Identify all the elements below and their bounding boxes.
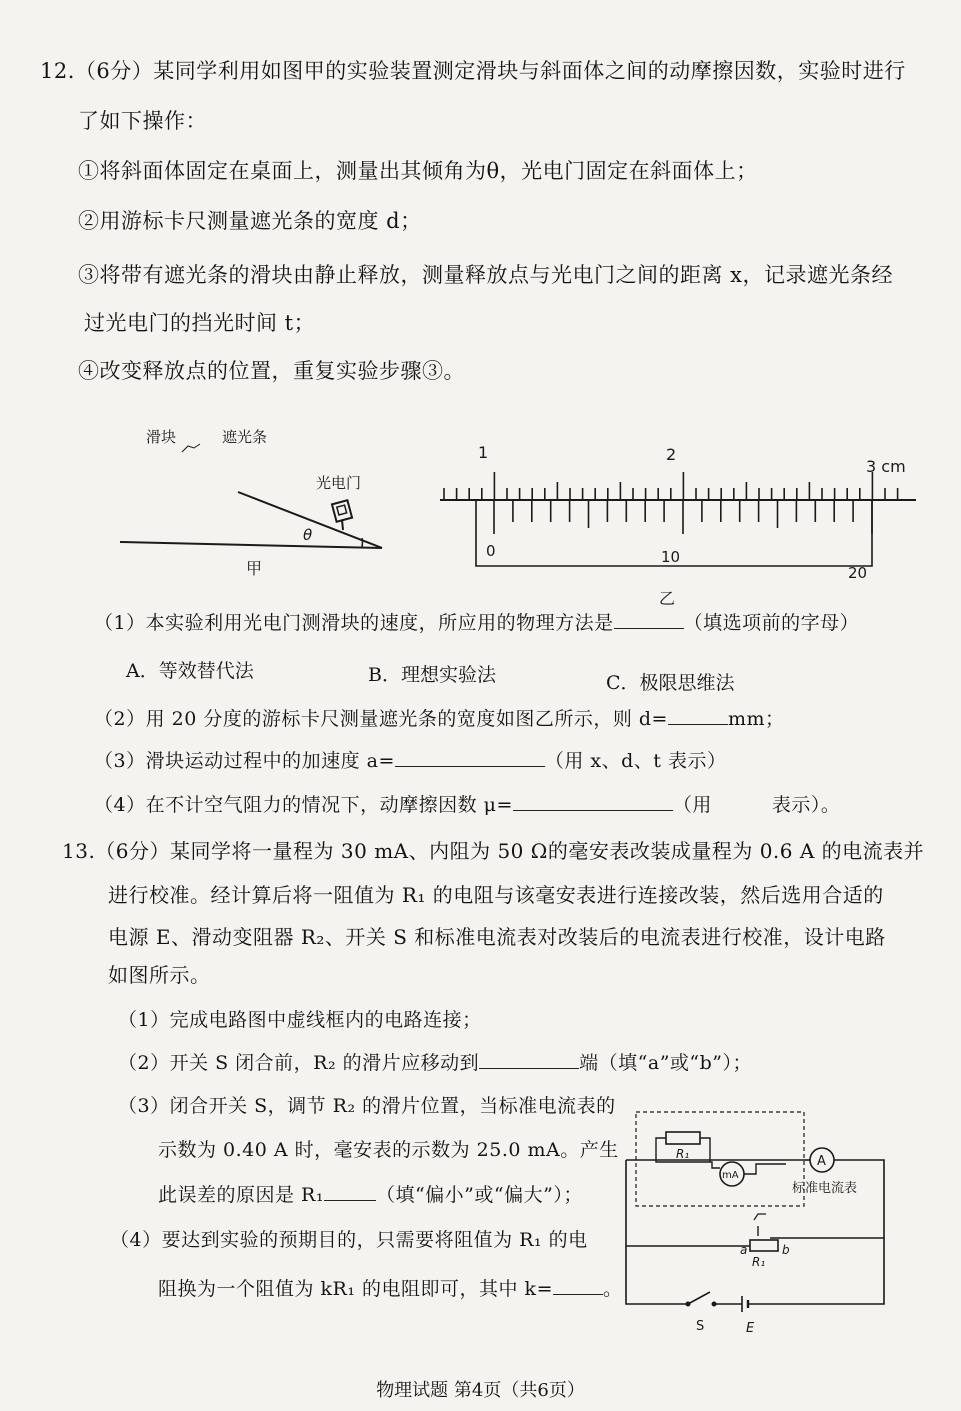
main-scale-ticks — [444, 472, 898, 500]
main-label-1: 1 — [478, 443, 489, 462]
q12-sub3-blank[interactable] — [395, 748, 545, 767]
strip-label: 遮光条 — [222, 428, 268, 446]
main-label-3: 3 cm — [866, 457, 906, 476]
ma-label: mA — [722, 1170, 739, 1181]
q13-sub2: （2）开关 S 闭合前，R₂ 的滑片应移动到 端（填“a”或“b”）； — [118, 1052, 753, 1074]
caption-yi: 乙 — [659, 589, 676, 608]
photogate-window — [337, 505, 347, 515]
figure-yi — [432, 438, 922, 608]
std-ammeter-label: 标准电流表 — [792, 1181, 858, 1196]
q12-sub3: （3）滑块运动过程中的加速度 a= （用 x、d、t 表示） — [94, 750, 727, 772]
q13-line-1: 13.（6分）某同学将一量程为 30 mA、内阻为 50 Ω的毫安表改装成量程为 0.6 A 的电流表并 — [62, 839, 925, 863]
terminal-b: b — [782, 1243, 790, 1257]
q12-sub1: （1）本实验利用光电门测滑块的速度，所应用的物理方法是 （填选项前的字母） — [94, 612, 860, 634]
q13-sub3-line-1: （3）闭合开关 S，调节 R₂ 的滑片位置，当标准电流表的 — [118, 1095, 616, 1117]
ma-wire — [744, 1164, 786, 1174]
vernier-label-0: 0 — [486, 542, 496, 560]
page-footer: 物理试题 第4页（共6页） — [376, 1380, 585, 1401]
q12-sub2-blank[interactable] — [668, 706, 728, 725]
q12-sub4-blank[interactable] — [513, 792, 673, 811]
rheostat-r2 — [750, 1240, 778, 1251]
option-a: A．等效替代法 — [126, 660, 254, 682]
q13-sub4-line-2: 阻换为一个阻值为 kR₁ 的电阻即可，其中 k= 。 — [158, 1278, 623, 1300]
slider-sketch — [182, 444, 200, 452]
vernier-scale-ticks — [494, 500, 872, 534]
caption-jia: 甲 — [246, 559, 263, 578]
q13-sub3-line-3: 此误差的原因是 R₁ （填“偏小”或“偏大”）； — [158, 1184, 583, 1206]
r1-wire-right — [700, 1138, 710, 1162]
q13-line-3: 电源 E、滑动变阻器 R₂、开关 S 和标准电流表对改装后的电流表进行校准，设计电路 — [108, 925, 886, 949]
main-label-2: 2 — [666, 445, 677, 464]
switch-s — [688, 1292, 710, 1304]
resistor-r1 — [666, 1132, 700, 1144]
r2-label: R₁ — [752, 1255, 766, 1269]
q12-head: 12.（6分）某同学利用如图甲的实验装置测定滑块与斜面体之间的动摩擦因数，实验时进行 — [40, 59, 906, 83]
q12-sub4: （4）在不计空气阻力的情况下，动摩擦因数 μ= （用 表示）。 — [94, 794, 841, 816]
q13-sub4-line-1: （4）要达到实验的预期目的，只需要将阻值为 R₁ 的电 — [110, 1229, 588, 1251]
q13-line-4: 如图所示。 — [108, 963, 211, 987]
q12-sub1-blank[interactable] — [614, 610, 684, 629]
vernier-label-20: 20 — [848, 564, 868, 582]
q12-sub2: （2）用 20 分度的游标卡尺测量遮光条的宽度如图乙所示，则 d= mm； — [94, 708, 785, 730]
photogate-label: 光电门 — [316, 474, 362, 492]
q12-step-3-cont: 过光电门的挡光时间 t； — [84, 311, 316, 335]
a-label: A — [817, 1154, 826, 1169]
q12-head-cont: 了如下操作： — [78, 109, 207, 133]
figure-jia — [110, 420, 410, 585]
r1-label: R₁ — [676, 1147, 690, 1161]
terminal-a: a — [740, 1243, 748, 1257]
photogate — [332, 500, 352, 522]
bottom-wire — [748, 1238, 884, 1304]
slider-label: 滑块 — [146, 428, 177, 446]
q13-sub4-blank[interactable] — [553, 1276, 603, 1295]
q13-line-2: 进行校准。经计算后将一阻值为 R₁ 的电阻与该毫安表进行连接改装，然后选用合适的 — [108, 883, 884, 907]
q13-sub1: （1）完成电路图中虚线框内的电路连接； — [118, 1009, 482, 1031]
dashed-box — [636, 1112, 804, 1206]
option-c: C．极限思维法 — [606, 672, 735, 694]
vernier-label-10: 10 — [661, 548, 681, 566]
option-b: B．理想实验法 — [368, 664, 496, 686]
photogate-post — [342, 520, 343, 530]
q13-sub2-blank[interactable] — [479, 1050, 579, 1069]
q13-sub3-blank[interactable] — [324, 1182, 376, 1201]
q12-step-1: ①将斜面体固定在桌面上，测量出其倾角为θ，光电门固定在斜面体上； — [78, 159, 758, 183]
left-wire-bottom — [626, 1246, 688, 1304]
switch-label: S — [696, 1319, 705, 1334]
q12-step-4: ④改变释放点的位置，重复实验步骤③。 — [78, 359, 465, 383]
q12-step-2: ②用游标卡尺测量遮光条的宽度 d； — [78, 209, 422, 233]
emf-label: E — [746, 1321, 755, 1336]
ground-line — [120, 542, 382, 548]
circuit-diagram — [618, 1108, 898, 1368]
q12-step-3: ③将带有遮光条的滑块由静止释放，测量释放点与光电门之间的距离 x，记录遮光条经 — [78, 263, 894, 287]
angle-label: θ — [303, 526, 313, 544]
q13-sub3-line-2: 示数为 0.40 A 时，毫安表的示数为 25.0 mA。产生 — [158, 1139, 619, 1161]
